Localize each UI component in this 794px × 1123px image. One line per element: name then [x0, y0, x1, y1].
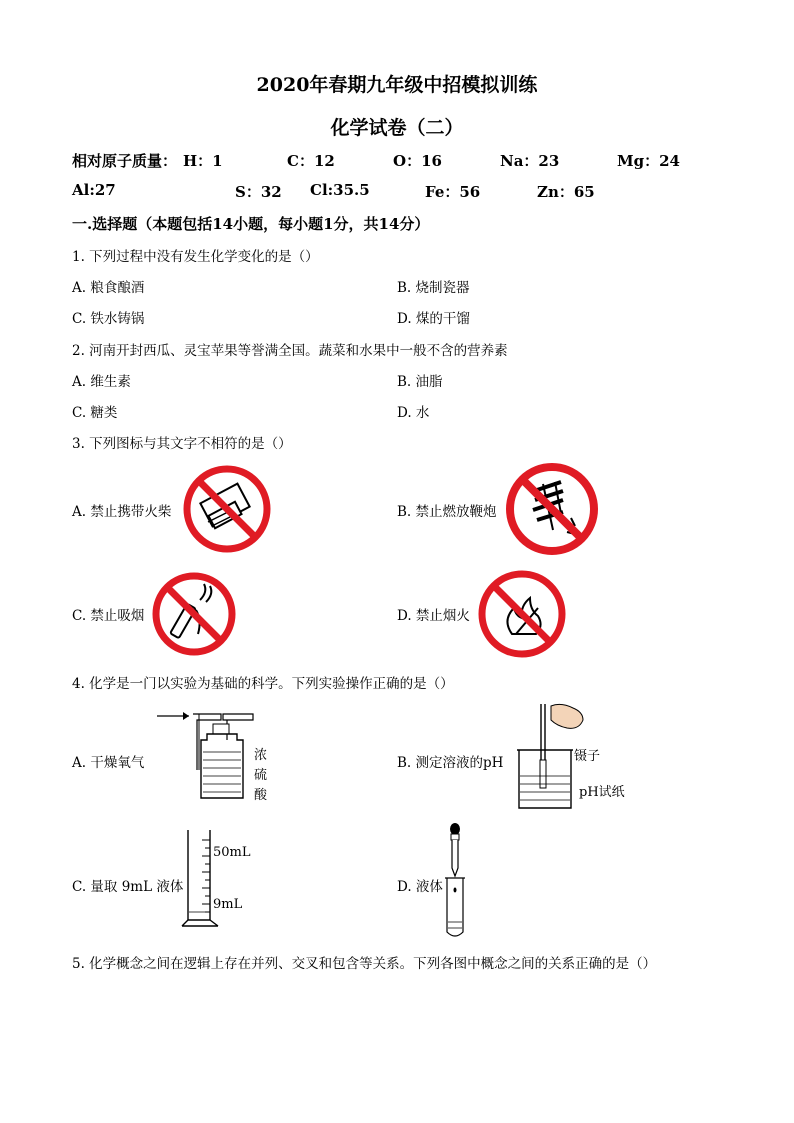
atomic-mass-mg: Mg：24	[617, 152, 680, 170]
page-title: 2020年春期九年级中招模拟训练	[256, 74, 538, 96]
q1-option-a[interactable]: A. 粮食酿酒	[72, 280, 145, 296]
atomic-mass-na: Na：23	[500, 152, 560, 170]
q2-option-d[interactable]: D. 水	[397, 405, 430, 421]
q1-option-b[interactable]: B. 烧制瓷器	[397, 280, 470, 296]
q3-option-c[interactable]: C. 禁止吸烟	[72, 608, 145, 624]
q3-option-d[interactable]: D. 禁止烟火	[397, 608, 470, 624]
q4-option-b[interactable]: B. 测定溶液的pH	[397, 755, 504, 771]
atomic-mass-zn: Zn：65	[537, 183, 595, 201]
label-cylinder-50ml: 50mL	[213, 845, 251, 860]
q2-stem: 2. 河南开封西瓜、灵宝苹果等誉满全国。蔬菜和水果中一般不含的营养素	[72, 343, 508, 359]
label-concentrated-3: 酸	[254, 788, 268, 803]
no-matches-sign-icon	[180, 462, 274, 556]
atomic-mass-label: 相对原子质量：	[72, 152, 178, 170]
atomic-mass-o: O：16	[393, 152, 442, 170]
no-fire-sign-icon	[476, 568, 568, 660]
dropper-test-tube-diagram	[440, 822, 470, 944]
q2-option-a[interactable]: A. 维生素	[72, 374, 131, 390]
label-cylinder-9ml: 9mL	[213, 897, 243, 912]
q5-stem: 5. 化学概念之间在逻辑上存在并列、交叉和包含等关系。下列各图中概念之间的关系正确的是（）	[72, 956, 657, 972]
q4-option-c[interactable]: C. 量取 9mL 液体	[72, 879, 184, 895]
no-firecrackers-sign-icon	[503, 460, 601, 558]
gas-washing-bottle-diagram	[155, 706, 260, 802]
q1-option-c[interactable]: C. 铁水铸锅	[72, 311, 145, 327]
no-smoking-sign-icon	[150, 570, 238, 658]
q3-option-a[interactable]: A. 禁止携带火柴	[72, 504, 172, 520]
q2-option-c[interactable]: C. 糖类	[72, 405, 118, 421]
label-concentrated-2: 硫	[254, 768, 268, 783]
q1-stem: 1. 下列过程中没有发生化学变化的是（）	[72, 249, 319, 265]
label-tweezers: 镊子	[574, 749, 601, 764]
q2-option-b[interactable]: B. 油脂	[397, 374, 443, 390]
section-heading: 一.选择题（本题包括14小题，每小题1分，共14分）	[72, 215, 430, 233]
q3-stem: 3. 下列图标与其文字不相符的是（）	[72, 436, 292, 452]
atomic-mass-h: H：1	[183, 152, 223, 170]
label-concentrated-1: 浓	[254, 748, 268, 763]
atomic-mass-s: S：32	[235, 183, 282, 201]
atomic-mass-fe: Fe：56	[425, 183, 481, 201]
q3-option-b[interactable]: B. 禁止燃放鞭炮	[397, 504, 497, 520]
q4-option-d[interactable]: D. 液体	[397, 879, 443, 895]
q4-option-a[interactable]: A. 干燥氧气	[72, 755, 145, 771]
graduated-cylinder-diagram	[180, 828, 220, 932]
page-subtitle: 化学试卷（二）	[330, 117, 464, 139]
q1-option-d[interactable]: D. 煤的干馏	[397, 311, 470, 327]
atomic-mass-c: C：12	[287, 152, 335, 170]
label-ph-paper: pH试纸	[579, 785, 625, 800]
q4-stem: 4. 化学是一门以实验为基础的科学。下列实验操作正确的是（）	[72, 676, 454, 692]
atomic-mass-cl: Cl:35.5	[310, 181, 370, 199]
atomic-mass-al: Al:27	[72, 181, 116, 199]
